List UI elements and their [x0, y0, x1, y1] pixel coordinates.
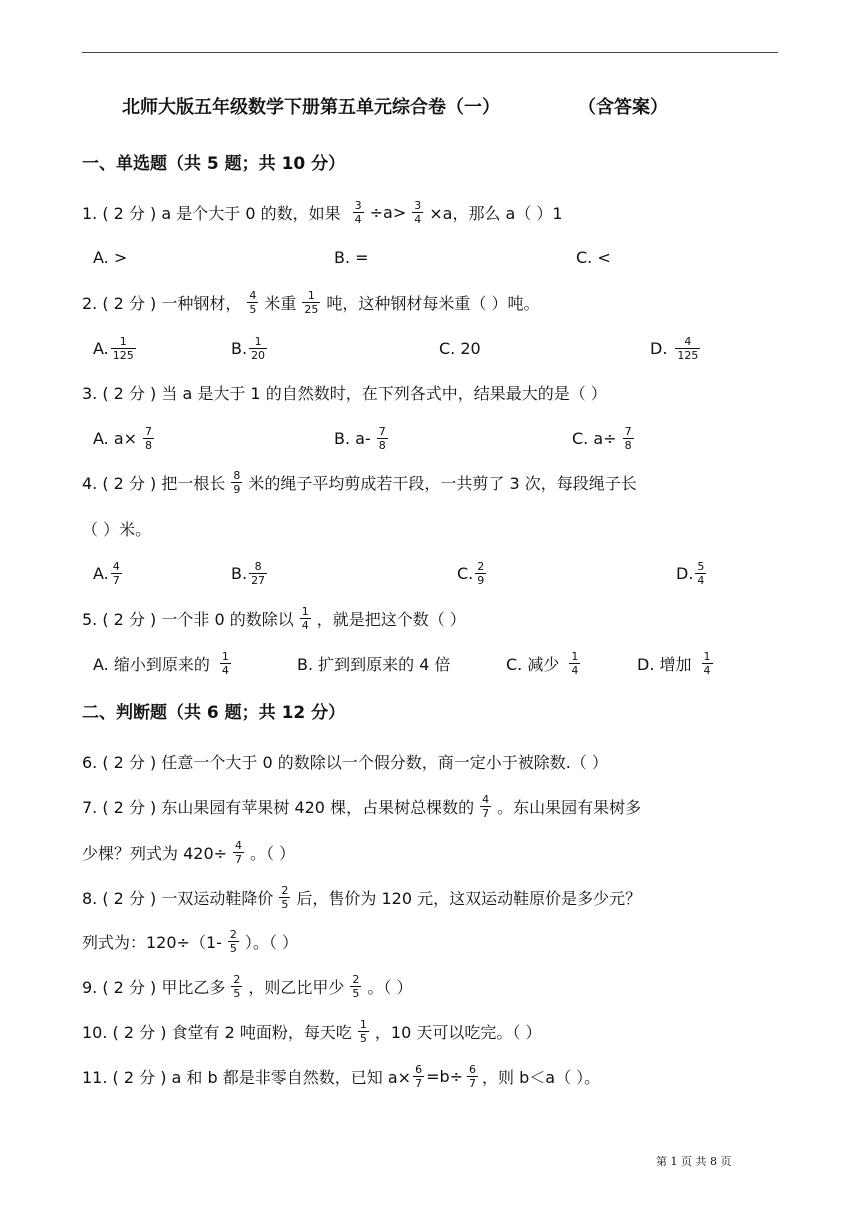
fraction: $\frac{1}{25}$ — [304, 288, 319, 316]
q4-option-d[interactable]: D. $\frac{5}{4}$ — [676, 559, 705, 587]
question-6: 6. ( 2 分 ) 任意一个大于 0 的数除以一个假分数，商一定小于被除数.（ ） — [82, 752, 608, 772]
fraction: $\frac{3}{4}$ — [354, 198, 362, 226]
question-10: 10. ( 2 分 ) 食堂有 2 吨面粉，每天吃 $\frac{1}{5}$ ，10 天可以吃完。（ ） — [82, 1017, 542, 1045]
fraction: $\frac{3}{4}$ — [414, 198, 422, 226]
q3-option-a[interactable]: A. a× $\frac{7}{8}$ — [93, 424, 153, 452]
question-9: 9. ( 2 分 ) 甲比乙多 $\frac{2}{5}$ ，则乙比甲少 $\frac{2}{5}$ 。（ ） — [82, 972, 413, 1000]
fraction: $\frac{2}{5}$ — [281, 883, 289, 911]
q4-option-b[interactable]: B. $\frac{8}{27}$ — [231, 559, 266, 587]
q1-option-a[interactable]: A. > — [93, 247, 128, 267]
fraction: $\frac{1}{5}$ — [359, 1017, 367, 1045]
q1-option-c[interactable]: C. < — [576, 247, 611, 267]
q1-option-b[interactable]: B. = — [334, 247, 369, 267]
q2-option-c[interactable]: C. 20 — [439, 338, 481, 358]
q5-option-d[interactable]: D. 增加 $\frac{1}{4}$ — [637, 649, 711, 677]
header-rule — [82, 52, 778, 53]
q3-option-b[interactable]: B. a- $\frac{7}{8}$ — [334, 424, 386, 452]
question-4-continued: （ ）米。 — [82, 519, 152, 539]
title-main: 北师大版五年级数学下册第五单元综合卷（一） — [122, 97, 500, 118]
fraction: $\frac{2}{5}$ — [233, 972, 241, 1000]
question-8: 8. ( 2 分 ) 一双运动鞋降价 $\frac{2}{5}$ 后，售价为 120 元，这双运动鞋原价是多少元？ — [82, 883, 642, 911]
question-4: 4. ( 2 分 ) 把一根长 $\frac{8}{9}$ 米的绳子平均剪成若干段，一共剪了 3 次，每段绳子长 — [82, 468, 637, 496]
q4-option-c[interactable]: C. $\frac{2}{9}$ — [457, 559, 485, 587]
question-3: 3. ( 2 分 ) 当 a 是大于 1 的自然数时，在下列各式中，结果最大的是（ ） — [82, 383, 607, 403]
question-7: 7. ( 2 分 ) 东山果园有苹果树 420 棵，占果树总棵数的 $\frac{4}{7}$ 。东山果园有果树多 — [82, 792, 642, 820]
q2-option-b[interactable]: B. $\frac{1}{20}$ — [231, 334, 266, 362]
page-number: 第 1 页 共 8 页 — [656, 1155, 732, 1168]
q2-option-d[interactable]: D. $\frac{4}{125}$ — [650, 334, 699, 362]
q5-option-b[interactable]: B. 扩到到原来的 4 倍 — [297, 654, 451, 674]
fraction: $\frac{8}{9}$ — [233, 468, 241, 496]
question-11: 11. ( 2 分 ) a 和 b 都是非零自然数，已知 a× $\frac{6}{7}$ =b÷ $\frac{6}{7}$ ，则 b＜a（ ）。 — [82, 1062, 601, 1090]
fraction: $\frac{2}{5}$ — [229, 927, 237, 955]
q3-option-c[interactable]: C. a÷ $\frac{7}{8}$ — [572, 424, 632, 452]
q4-option-a[interactable]: A. $\frac{4}{7}$ — [93, 559, 120, 587]
question-5: 5. ( 2 分 ) 一个非 0 的数除以 $\frac{1}{4}$ ，就是把这个数（ ） — [82, 604, 466, 632]
fraction: $\frac{4}{7}$ — [235, 838, 243, 866]
question-2: 2. ( 2 分 ) 一种钢材， $\frac{4}{5}$ 米重 $\frac{1}{25}$ 吨，这种钢材每米重（ ）吨。 — [82, 288, 540, 316]
fraction: $\frac{2}{5}$ — [352, 972, 360, 1000]
q2-option-a[interactable]: A. $\frac{1}{125}$ — [93, 334, 134, 362]
section-heading-true-false: 二、判断题（共 6 题；共 12 分） — [82, 703, 346, 723]
fraction: $\frac{6}{7}$ — [469, 1062, 477, 1090]
fraction: $\frac{4}{5}$ — [249, 288, 257, 316]
section-heading-single-choice: 一、单选题（共 5 题；共 10 分） — [82, 154, 346, 174]
q5-option-a[interactable]: A. 缩小到原来的 $\frac{1}{4}$ — [93, 649, 229, 677]
q5-option-c[interactable]: C. 减少 $\frac{1}{4}$ — [506, 649, 579, 677]
fraction: $\frac{1}{4}$ — [301, 604, 309, 632]
question-8-continued: 列式为：120÷（1- $\frac{2}{5}$ ）。（ ） — [82, 927, 298, 955]
question-7-continued: 少棵？列式为 420÷ $\frac{4}{7}$ 。（ ） — [82, 838, 296, 866]
title-answer-note: （含答案） — [578, 97, 668, 118]
fraction: $\frac{6}{7}$ — [415, 1062, 423, 1090]
fraction: $\frac{4}{7}$ — [482, 792, 490, 820]
question-1: 1. ( 2 分 ) a 是个大于 0 的数，如果 $\frac{3}{4}$ ÷a> $\frac{3}{4}$ ×a，那么 a（ ）1 — [82, 198, 563, 226]
